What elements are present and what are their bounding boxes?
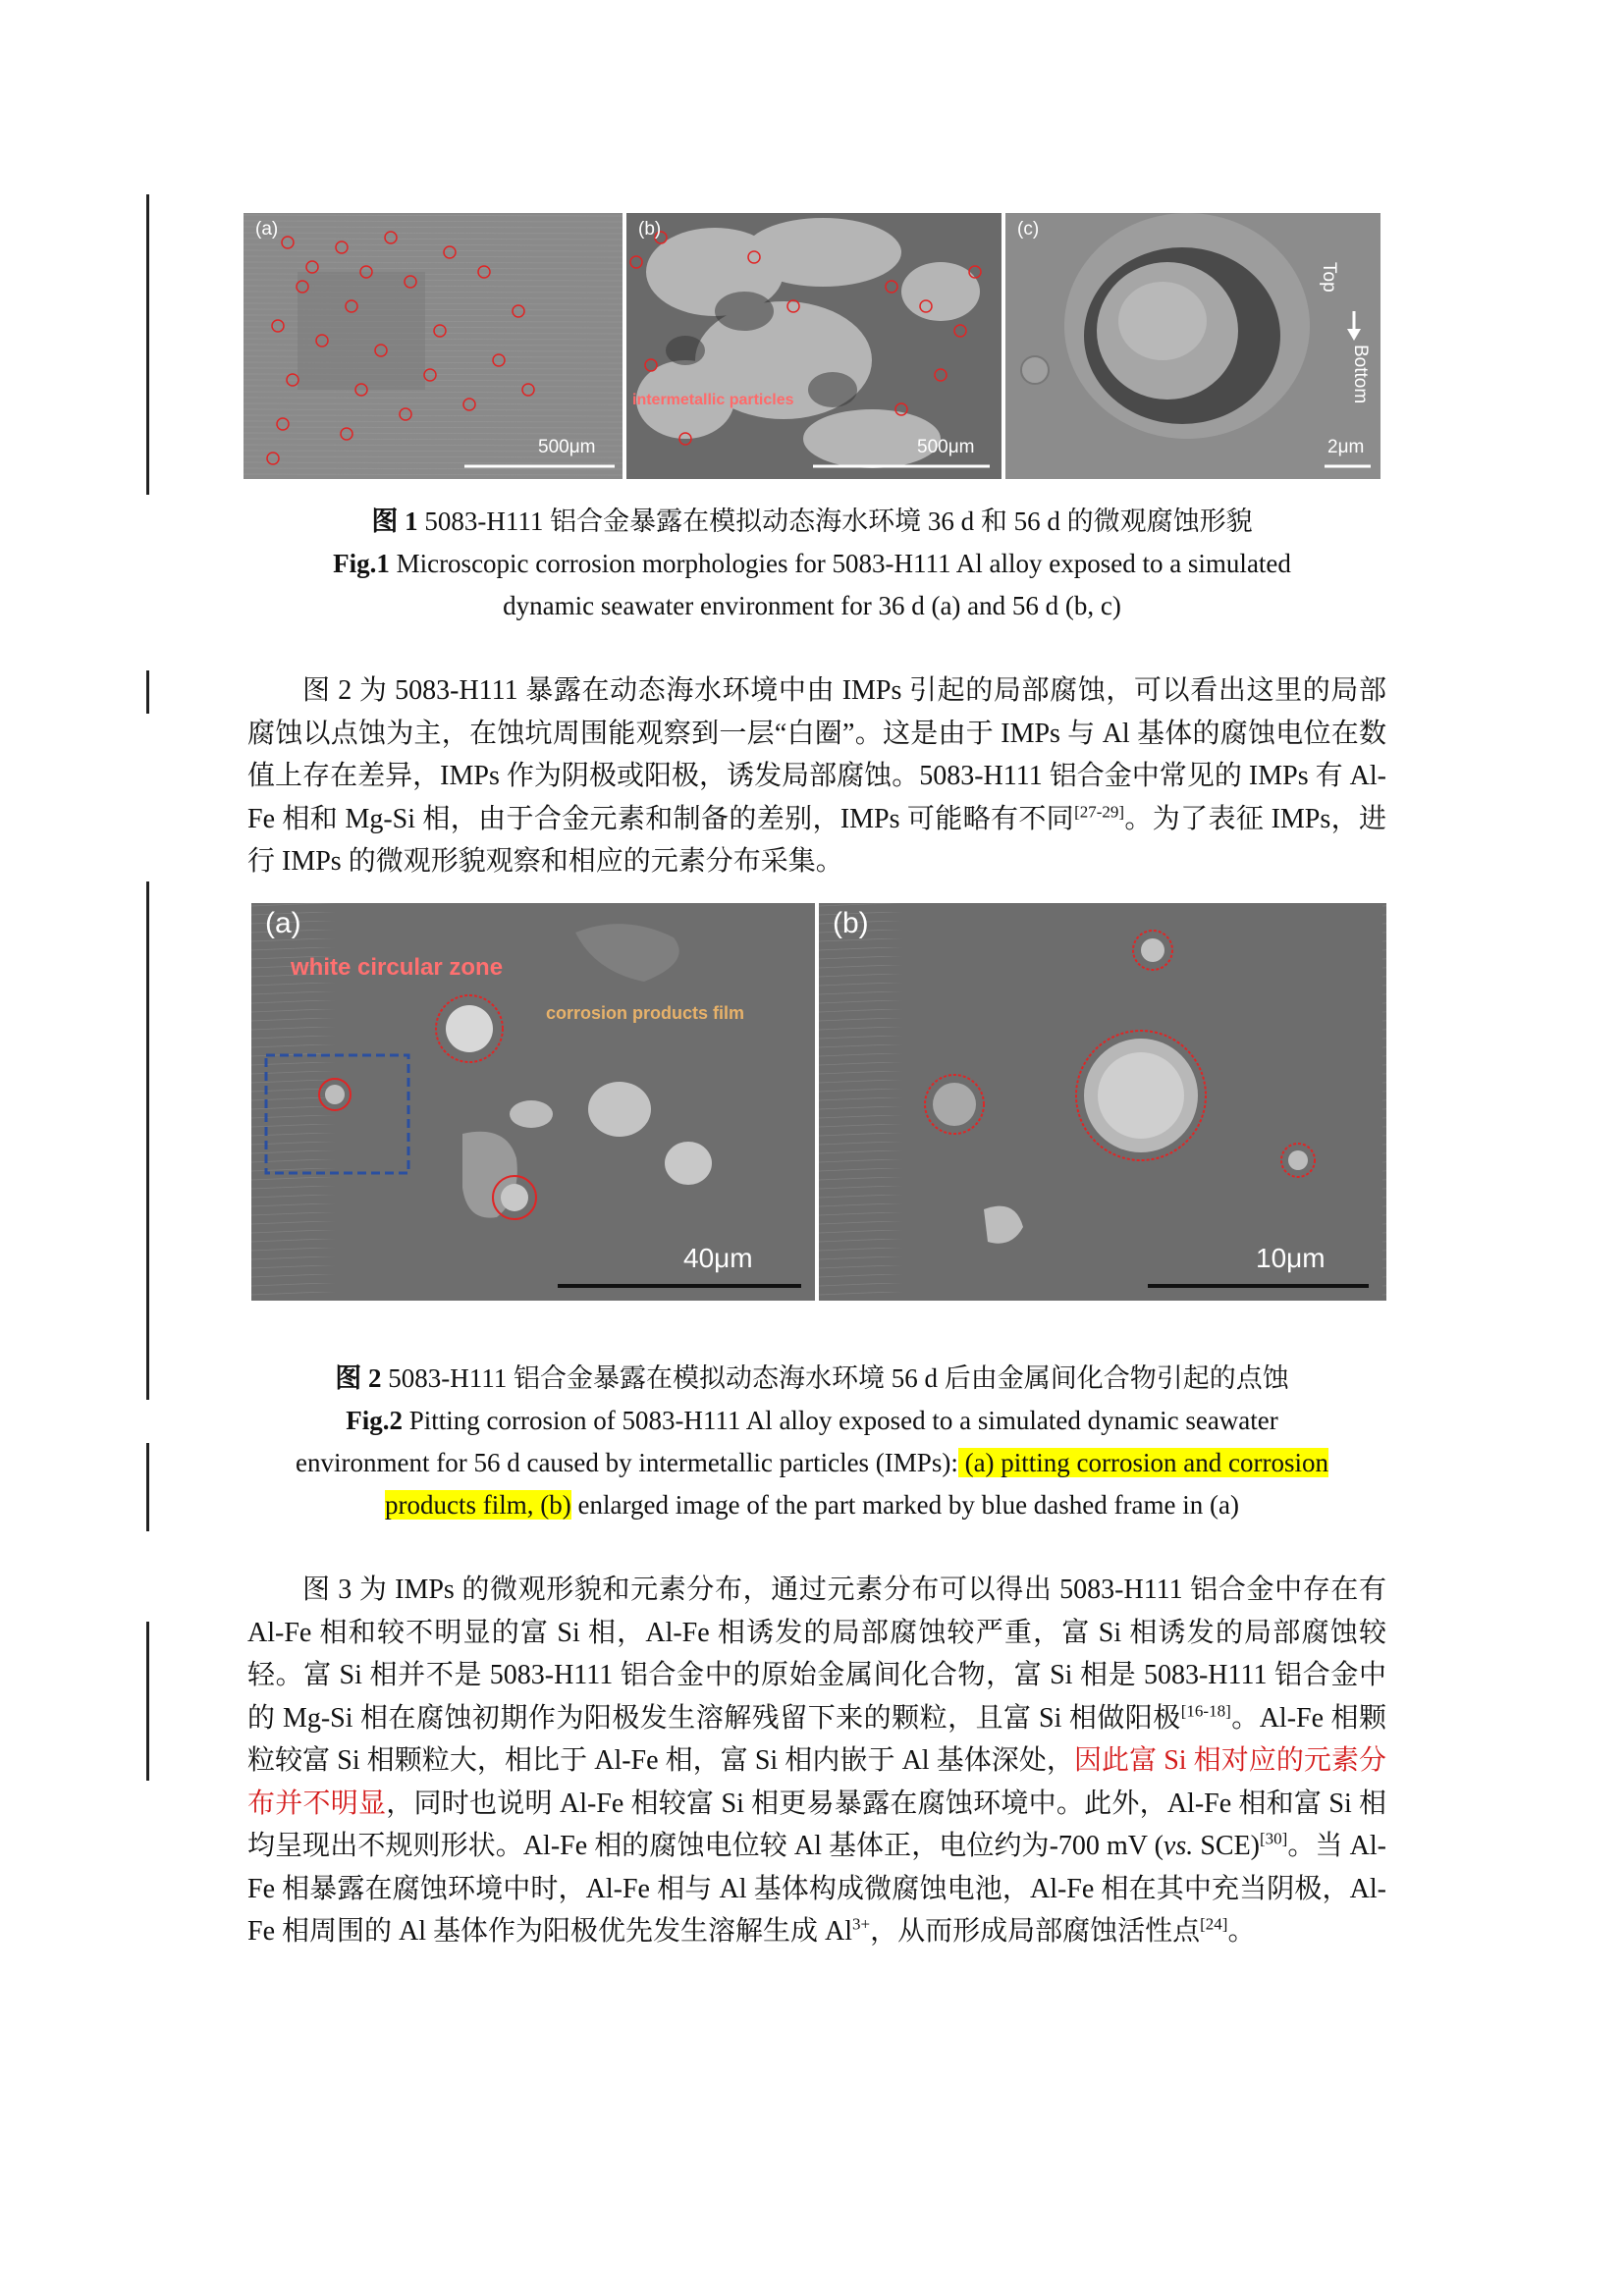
highlighted-text: products film, (b) xyxy=(385,1490,571,1520)
scale-bar-label: 500μm xyxy=(538,437,596,457)
paragraph-2: 图 3 为 IMPs 的微观形貌和元素分布，通过元素分布可以得出 5083-H111 铝合金中存在有 Al-Fe 相和较不明显的富 Si 相，Al-Fe 相诱发的局部腐蚀较严重，富 Si 相诱发的局部腐蚀较轻。富 Si 相并不是 5083-H111 铝合金中的原始金属间化合物，富 Si 相是 5083-H111 铝合金中的 Mg-Si 相在腐蚀初期作为阳极发生溶解残留下来的颗粒，且富 Si 相做阳极[16-18]。Al-Fe 相颗粒较富 Si 相颗粒大，相比于 Al-Fe 相，富 Si 相内嵌于 Al 基体深处，因此富 Si 相对应的元素分布并不明显，同时也说明 Al-Fe 相较富 Si 相更易暴露在腐蚀环境中。此外，Al-Fe 相和富 Si 相均呈现出不规则形状。Al-Fe 相的腐蚀电位较 Al 基体正，电位约为-700 mV (vs. SCE)[30]。当 Al-Fe 相暴露在腐蚀环境中时，Al-Fe 相与 Al 基体构成微腐蚀电池，Al-Fe 相在其中充当阴极，Al-Fe 相周围的 Al 基体作为阳极优先发生溶解生成 $Al^{3+}$，从而形成局部腐蚀活性点[24]。 xyxy=(247,1575,1387,1947)
corrosion-products-film-annotation: corrosion products film xyxy=(546,1003,745,1023)
caption-label: Fig.1 xyxy=(333,549,390,578)
figure-2-panel-b xyxy=(819,903,1386,1301)
figure-1-caption-cn: 图 1 5083-H111 铝合金暴露在模拟动态海水环境 36 d 和 56 d 的微观腐蚀形貌 xyxy=(371,507,1253,536)
highlighted-text: (a) pitting corrosion and corrosion xyxy=(957,1448,1328,1477)
panel-label: (c) xyxy=(1017,219,1040,240)
citation: [24] xyxy=(1200,1914,1228,1934)
intermetallic-particles-annotation: intermetallic particles xyxy=(632,392,794,408)
sem-image-c xyxy=(1005,213,1380,479)
ion-charge: 3+ xyxy=(852,1914,871,1934)
figure-1-caption-en: Fig.1 Microscopic corrosion morphologies for 5083-H111 Al alloy exposed to a simulated xyxy=(333,549,1291,578)
caption-label: 图 1 xyxy=(371,507,418,536)
citation: [16-18] xyxy=(1180,1701,1231,1721)
scale-bar-label: 500μm xyxy=(917,437,975,457)
figure-1-panel-c xyxy=(1005,213,1380,479)
caption-label: 图 2 xyxy=(335,1363,382,1393)
sem-image-b xyxy=(819,903,1386,1301)
paragraph-1: 图 2 为 5083-H111 暴露在动态海水环境中由 IMPs 引起的局部腐蚀，可以看出这里的局部腐蚀以点蚀为主，在蚀坑周围能观察到一层“白圈”。这是由于 IMPs 与 Al 基体的腐蚀电位在数值上存在差异，IMPs 作为阴极或阳极，诱发局部腐蚀。5083-H111 铝合金中常见的 IMPs 有 Al-Fe 相和 Mg-Si 相，由于合金元素和制备的差别，IMPs 可能略有不同[27-29]。为了表征 IMPs，进行 IMPs 的微观形貌观察和相应的元素分布采集。 xyxy=(247,675,1386,877)
citation: [27-29] xyxy=(1074,802,1125,822)
scale-bar-label: 2μm xyxy=(1327,437,1365,457)
panel-label: (a) xyxy=(255,219,279,240)
figure-2 xyxy=(251,903,1386,1301)
panel-label: (b) xyxy=(638,219,662,240)
figure-2-caption-en-2: environment for 56 d caused by intermetallic particles (IMPs): (a) pitting corrosion and corrosion xyxy=(296,1448,1328,1477)
figure-1-panel-b xyxy=(626,213,1001,479)
figure-2-panel-a xyxy=(251,903,815,1301)
figure-1-panel-a xyxy=(244,213,623,479)
panel-label: (a) xyxy=(265,907,301,939)
scale-bar-label: 10μm xyxy=(1256,1243,1326,1273)
figure-2-caption-en-3: products film, (b) enlarged image of the part marked by blue dashed frame in (a) xyxy=(385,1490,1239,1520)
revised-text: 因此富 Si 相对应的元素分布并不明显 xyxy=(247,1745,1387,1819)
revision-bar xyxy=(146,881,149,1400)
figure-1-caption-en-2: dynamic seawater environment for 36 d (a) and 56 d (b, c) xyxy=(503,591,1121,620)
orientation-bottom-label: Bottom xyxy=(1350,345,1371,404)
revision-bar xyxy=(146,1622,149,1781)
orientation-top-label: Top xyxy=(1319,262,1339,293)
caption-label: Fig.2 xyxy=(346,1406,403,1435)
revision-bar xyxy=(146,194,149,495)
figure-1 xyxy=(244,213,1380,479)
panel-label: (b) xyxy=(833,907,869,939)
scale-bar-label: 40μm xyxy=(683,1243,753,1273)
white-circular-zone-annotation: white circular zone xyxy=(291,954,504,981)
citation: [30] xyxy=(1260,1829,1288,1848)
revision-bar xyxy=(146,670,149,714)
figure-2-caption-en: Fig.2 Pitting corrosion of 5083-H111 Al alloy exposed to a simulated dynamic seawater xyxy=(346,1406,1278,1435)
figure-2-caption-cn: 图 2 5083-H111 铝合金暴露在模拟动态海水环境 56 d 后由金属间化合物引起的点蚀 xyxy=(335,1363,1289,1393)
